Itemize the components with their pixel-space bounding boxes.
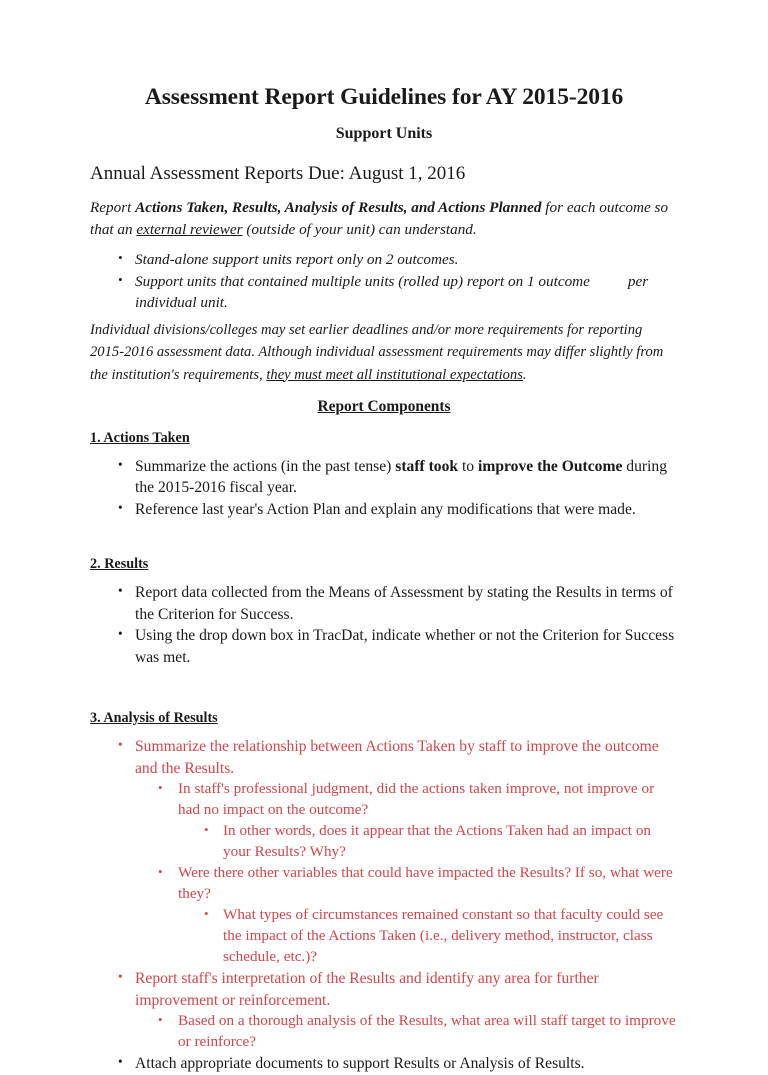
analysis-list-6 <box>90 968 678 1011</box>
list-item <box>90 625 678 668</box>
analysis-list-8 <box>90 1053 678 1075</box>
list-item <box>90 271 678 314</box>
intro-external-reviewer-underline: external reviewer <box>136 220 243 238</box>
list-item <box>90 779 678 821</box>
divisions-paragraph-underline: they must meet all institutional expectations <box>266 366 523 383</box>
list-item <box>90 456 678 499</box>
divisions-paragraph-end: . <box>522 366 527 383</box>
divisions-paragraph-main: Individual divisions/colleges may set earlier deadlines and/or more requirements for reporting 2015-2016 assessment data. Although individual assessment requirements may differ slightly from the institution's requirements, <box>90 322 664 383</box>
bullet-text: Summarize the actions (in the past tense) staff took to improve the Outcome during the 2015-2016 fiscal year. <box>135 457 667 497</box>
bullet-text: Reference last year's Action Plan and explain any modifications that were made. <box>135 500 636 518</box>
due-date-line: Annual Assessment Reports Due: August 1, 2016 <box>90 163 466 185</box>
divisions-paragraph <box>90 319 678 386</box>
intro-lead-suffix: (outside of your unit) can understand. <box>242 220 477 238</box>
list-item <box>90 968 678 1011</box>
list-item <box>90 1053 678 1075</box>
intro-bullet-text-2a: Support units that contained multiple units (rolled up) report on 1 outcome <box>135 272 590 290</box>
analysis-list-5 <box>90 905 678 968</box>
section-heading-results: 2. Results <box>90 556 149 573</box>
list-item <box>90 905 678 968</box>
section-heading-actions-taken: 1. Actions Taken <box>90 429 190 446</box>
bullet-text: Summarize the relationship between Actions Taken by staff to improve the outcome and the Results. <box>135 738 659 777</box>
section-heading-analysis-of-results: 3. Analysis of Results <box>90 710 218 727</box>
analysis-list-1 <box>90 736 678 779</box>
bullet-text: Report data collected from the Means of Assessment by stating the Results in terms of the Criterion for Success. <box>135 584 673 623</box>
bullet-text: In other words, does it appear that the Actions Taken had an impact on your Results? Why? <box>223 822 652 861</box>
analysis-list-3 <box>90 821 678 863</box>
intro-bullet-text-1: Stand-alone support units report only on 2 outcomes. <box>135 251 459 269</box>
analysis-list-4 <box>90 863 678 905</box>
list-item <box>90 863 678 905</box>
intro-lead-bold: Actions Taken, Results, Analysis of Results, and Actions Planned <box>135 199 542 217</box>
list-item <box>90 821 678 863</box>
bullet-text: Using the drop down box in TracDat, indicate whether or not the Criterion for Success was met. <box>135 627 675 666</box>
list-item <box>90 499 678 521</box>
bullet-text: Report staff's interpretation of the Results and identify any area for further improvement or reinforcement. <box>135 970 599 1009</box>
analysis-list-2 <box>90 779 678 821</box>
list-item <box>90 736 678 779</box>
analysis-list-7 <box>90 1011 678 1053</box>
report-components-heading: Report Components <box>317 397 451 415</box>
list-item <box>90 582 678 625</box>
list-item <box>90 249 678 270</box>
bullet-text: Were there other variables that could have impacted the Results? If so, what were they? <box>178 864 673 903</box>
intro-bullet-text-2b: per individual unit. <box>135 272 649 311</box>
results-list <box>90 582 678 668</box>
bullet-text: Attach appropriate documents to support Results or Analysis of Results. <box>135 1055 585 1073</box>
list-item <box>90 1011 678 1053</box>
bullet-text: Based on a thorough analysis of the Results, what area will staff target to improve or reinforce? <box>178 1012 676 1051</box>
page-subtitle: Support Units <box>335 125 433 143</box>
intro-paragraph <box>90 197 678 240</box>
intro-lead-prefix: Report <box>90 199 136 217</box>
intro-bullet-list <box>90 249 678 313</box>
bullet-text: What types of circumstances remained constant so that faculty could see the impact of the Actions Taken (i.e., delivery method, instructor, class schedule, etc.)? <box>223 906 664 966</box>
intro-lead-mid: for each outcome so that an <box>90 199 669 238</box>
actions-taken-list <box>90 456 678 521</box>
page-title: Assessment Report Guidelines for AY 2015-2016 <box>144 84 624 110</box>
bullet-text: In staff's professional judgment, did the actions taken improve, not improve or had no impact on the outcome? <box>178 780 655 819</box>
